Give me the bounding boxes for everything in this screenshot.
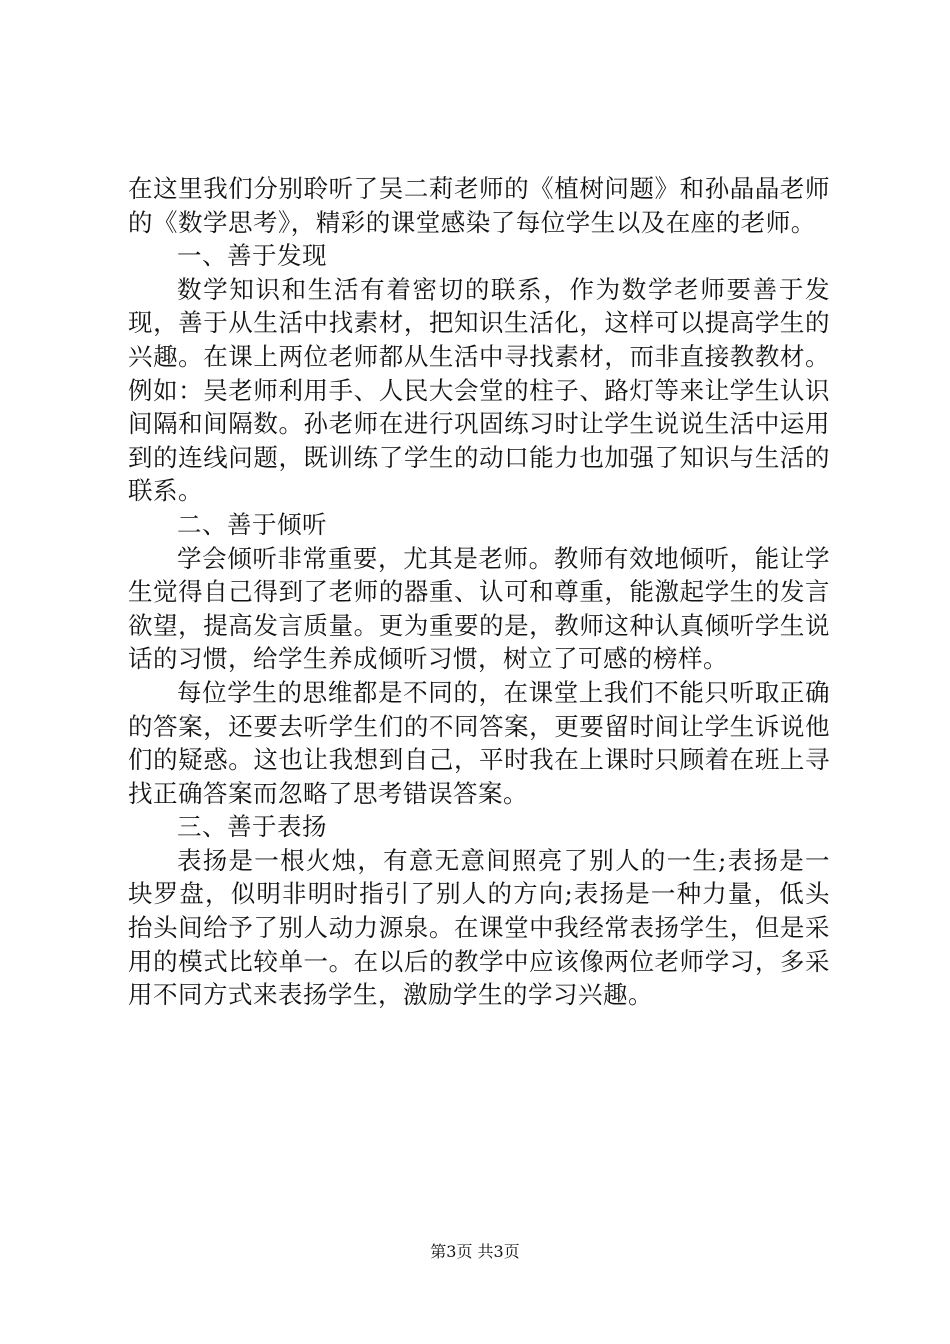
section-heading-1: 一、善于发现 [177, 241, 327, 271]
paragraph-section-1: 数学知识和生活有着密切的联系，作为数学老师要善于发现，善于从生活中找素材，把知识生活化，这样可以提高学生的兴趣。在课上两位老师都从生活中寻找素材，而非直接教教材。例如：吴老师利用手、人民大会堂的柱子、路灯等来让学生认识间隔和间隔数。孙老师在进行巩固练习时让学生说说生活中运用到的连线问题，既训练了学生的动口能力也加强了知识与生活的联系。 [128, 274, 830, 506]
page-number: 第3页 共3页 [430, 1242, 520, 1261]
page-footer [0, 1242, 950, 1262]
document-body [128, 172, 830, 1012]
section-heading-2: 二、善于倾听 [177, 509, 327, 539]
paragraph-section-3: 表扬是一根火烛，有意无意间照亮了别人的一生;表扬是一块罗盘，似明非明时指引了别人的方向;表扬是一种力量，低头抬头间给予了别人动力源泉。在课堂中我经常表扬学生，但是采用的模式比较单一。在以后的教学中应该像两位老师学习，多采用不同方式来表扬学生，激励学生的学习兴趣。 [128, 845, 830, 1010]
paragraph-section-2b: 每位学生的思维都是不同的，在课堂上我们不能只听取正确的答案，还要去听学生们的不同答案，更要留时间让学生诉说他们的疑惑。这也让我想到自己，平时我在上课时只顾着在班上寻找正确答案而忽略了思考错误答案。 [128, 677, 830, 808]
section-heading-3: 三、善于表扬 [177, 812, 327, 842]
paragraph-section-2a: 学会倾听非常重要，尤其是老师。教师有效地倾听，能让学生觉得自己得到了老师的器重、认可和尊重，能激起学生的发言欲望，提高发言质量。更为重要的是，教师这种认真倾听学生说话的习惯，给学生养成倾听习惯，树立了可感的榜样。 [128, 543, 830, 674]
paragraph-intro: 在这里我们分别聆听了吴二莉老师的《植树问题》和孙晶晶老师的《数学思考》，精彩的课堂感染了每位学生以及在座的老师。 [128, 174, 830, 237]
